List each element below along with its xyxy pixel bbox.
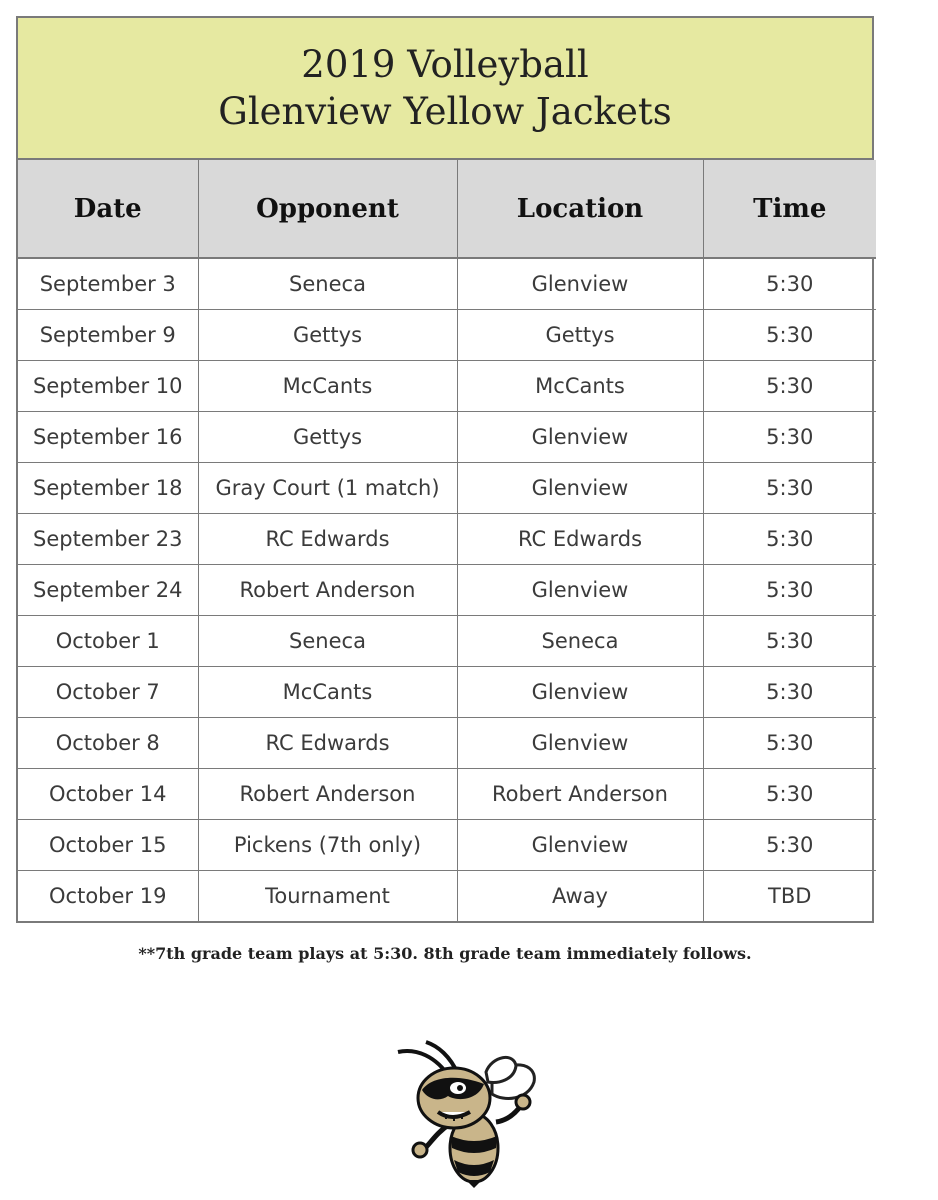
header-opponent: Opponent [198,160,457,258]
cell-location: Glenview [457,412,703,463]
cell-location: McCants [457,361,703,412]
header-location: Location [457,160,703,258]
table-row [18,412,876,463]
header-row [18,160,876,258]
table-row [18,820,876,871]
cell-opponent: Gettys [198,310,457,361]
cell-date: October 15 [18,820,198,871]
cell-location: RC Edwards [457,514,703,565]
cell-opponent: Seneca [198,616,457,667]
cell-time: 5:30 [703,565,876,616]
schedule-body [18,258,876,921]
table-row [18,616,876,667]
cell-time: TBD [768,884,812,908]
cell-opponent: Seneca [198,258,457,310]
cell-date: September 10 [18,361,198,412]
table-row [18,258,876,310]
schedule-table-container [16,16,874,923]
cell-time: 5:30 [703,463,876,514]
title-line-2: Glenview Yellow Jackets [218,90,672,133]
cell-location: Glenview [457,565,703,616]
cell-time: 5:30 [703,361,876,412]
cell-time: 5:30 [703,667,876,718]
table-row [18,565,876,616]
table-row [18,871,876,922]
cell-location: Away [457,871,703,922]
title-banner [18,18,872,160]
cell-time: 5:30 [703,718,876,769]
schedule-table [18,160,876,921]
cell-location: Glenview [457,820,703,871]
cell-date: October 7 [18,667,198,718]
cell-opponent: RC Edwards [198,718,457,769]
header-date: Date [18,160,198,258]
cell-opponent: Robert Anderson [198,565,457,616]
cell-location: Glenview [457,718,703,769]
cell-time: 5:30 [703,820,876,871]
footnote: **7th grade team plays at 5:30. 8th grade team immediately follows. [138,944,752,963]
cell-time: 5:30 [703,412,876,463]
cell-location: Glenview [457,463,703,514]
cell-opponent: McCants [198,361,457,412]
cell-time: 5:30 [703,258,876,310]
cell-date: October 19 [18,871,198,922]
table-row [18,361,876,412]
table-row [18,718,876,769]
cell-time: 5:30 [703,616,876,667]
table-row [18,514,876,565]
cell-time: 5:30 [703,769,876,820]
cell-date: September 23 [18,514,198,565]
cell-opponent: McCants [198,667,457,718]
table-row [18,463,876,514]
cell-date: September 24 [18,565,198,616]
cell-date: October 1 [18,616,198,667]
cell-location: Robert Anderson [457,769,703,820]
yellow-jacket-mascot-icon [388,1038,548,1188]
cell-opponent: Robert Anderson [198,769,457,820]
cell-date: September 9 [18,310,198,361]
cell-date: October 14 [18,769,198,820]
table-row [18,667,876,718]
cell-opponent: Tournament [198,871,457,922]
cell-location: Glenview [457,258,703,310]
cell-date: September 16 [18,412,198,463]
cell-date: September 18 [18,463,198,514]
cell-location: Glenview [457,667,703,718]
cell-date: September 3 [18,258,198,310]
table-row [18,769,876,820]
cell-location: Gettys [457,310,703,361]
cell-time: 5:30 [703,514,876,565]
header-time: Time [703,160,876,258]
cell-opponent: Pickens (7th only) [198,820,457,871]
cell-opponent: RC Edwards [198,514,457,565]
cell-date: October 8 [18,718,198,769]
cell-opponent: Gettys [198,412,457,463]
title-line-1: 2019 Volleyball [301,43,589,86]
table-row [18,310,876,361]
cell-time: 5:30 [703,310,876,361]
cell-location: Seneca [457,616,703,667]
cell-opponent: Gray Court (1 match) [198,463,457,514]
